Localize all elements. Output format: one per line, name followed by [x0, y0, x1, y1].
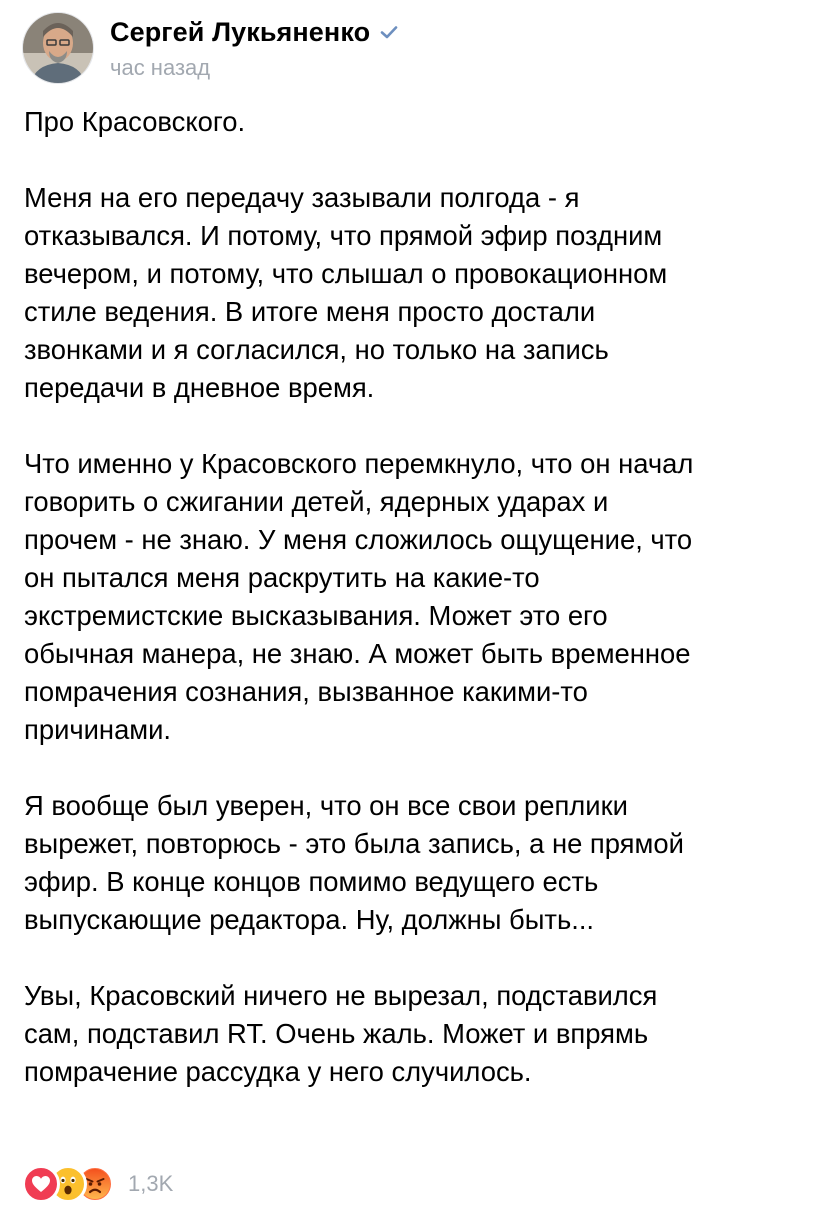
reactions-bar[interactable] [22, 1164, 173, 1204]
author-block [110, 15, 400, 81]
text-line: Я вообще был уверен, что он все свои реплики [24, 790, 628, 821]
paragraph-3 [24, 787, 814, 939]
text-line: экстремистские высказывания. Может это его [24, 600, 608, 631]
text-line: причинами. [24, 714, 172, 745]
text-line: отказывался. И потому, что прямой эфир поздним [24, 220, 663, 251]
text-line: Про Красовского. [24, 106, 246, 137]
text-line: Что именно у Красовского перемкнуло, что он начал [24, 448, 694, 479]
text-line: он пытался меня раскрутить на какие-то [24, 562, 540, 593]
author-row [110, 15, 400, 49]
text-line: помрачения сознания, вызванное какими-то [24, 676, 588, 707]
post-header [22, 12, 400, 84]
heart-reaction-icon[interactable] [22, 1165, 60, 1203]
text-line: эфир. В конце концов помимо ведущего есть [24, 866, 599, 897]
post-body [24, 103, 814, 1091]
text-line: прочем - не знаю. У меня сложилось ощущение, что [24, 524, 693, 555]
reaction-count[interactable]: 1,3K [128, 1171, 174, 1196]
verified-check-icon [378, 21, 400, 43]
paragraph-1 [24, 179, 814, 407]
author-name[interactable]: Сергей Лукьяненко [110, 16, 371, 47]
post-time[interactable]: час назад [110, 55, 211, 80]
text-line: звонками и я согласился, но только на запись [24, 334, 609, 365]
avatar-image [23, 13, 93, 83]
text-line: Увы, Красовский ничего не вырезал, подставился [24, 980, 658, 1011]
text-line: выпускающие редактора. Ну, должны быть... [24, 904, 595, 935]
text-line: говорить о сжигании детей, ядерных ударах и [24, 486, 609, 517]
reaction-icons[interactable] [22, 1165, 114, 1203]
paragraph-2 [24, 445, 814, 749]
text-line: Меня на его передачу зазывали полгода - я [24, 182, 580, 213]
text-line: сам, подставил RT. Очень жаль. Может и впрямь [24, 1018, 649, 1049]
text-line: вырежет, повторюсь - это была запись, а не прямой [24, 828, 684, 859]
paragraph-4 [24, 977, 814, 1091]
text-line: вечером, и потому, что слышал о провокационном [24, 258, 668, 289]
text-line: обычная манера, не знаю. А может быть временное [24, 638, 691, 669]
text-line: передачи в дневное время. [24, 372, 375, 403]
text-line: помрачение рассудка у него случилось. [24, 1056, 532, 1087]
avatar[interactable] [22, 12, 94, 84]
text-line: стиле ведения. В итоге меня просто достали [24, 296, 596, 327]
post-title-paragraph [24, 103, 814, 141]
